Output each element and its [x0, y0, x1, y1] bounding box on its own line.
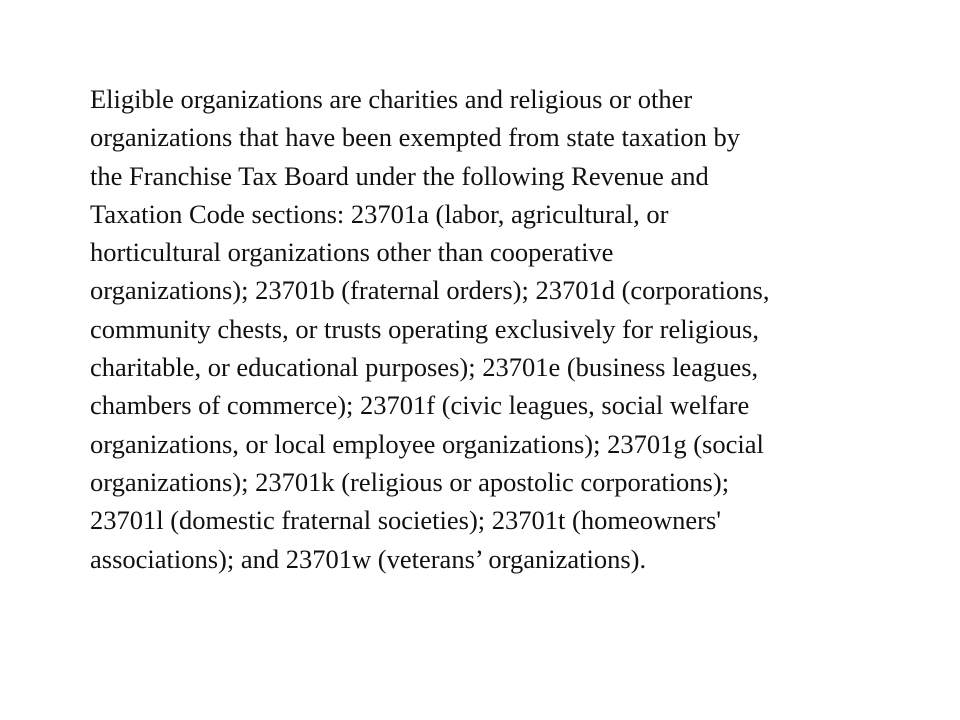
- paragraph-line: organizations that have been exempted from state taxation by: [90, 122, 741, 153]
- paragraph-line: organizations); 23701k (religious or apostolic corporations);: [90, 466, 730, 497]
- paragraph-line: Taxation Code sections: 23701a (labor, agricultural, or: [90, 198, 669, 229]
- paragraph-line: organizations); 23701b (fraternal orders); 23701d (corporations,: [90, 275, 770, 306]
- paragraph-line: Eligible organizations are charities and religious or other: [90, 84, 693, 114]
- paragraph-line: charitable, or educational purposes); 23701e (business leagues,: [90, 352, 759, 383]
- paragraph-line: community chests, or trusts operating exclusively for religious,: [90, 313, 759, 344]
- paragraph-line: the Franchise Tax Board under the following Revenue and: [90, 160, 709, 191]
- eligibility-paragraph: [90, 80, 920, 578]
- paragraph-line: 23701l (domestic fraternal societies); 23701t (homeowners': [90, 505, 722, 536]
- paragraph-line: organizations, or local employee organizations); 23701g (social: [90, 428, 764, 459]
- paragraph-line: chambers of commerce); 23701f (civic leagues, social welfare: [90, 390, 750, 421]
- paragraph-line: associations); and 23701w (veterans’ organizations).: [90, 543, 647, 574]
- paragraph-line: horticultural organizations other than cooperative: [90, 237, 614, 268]
